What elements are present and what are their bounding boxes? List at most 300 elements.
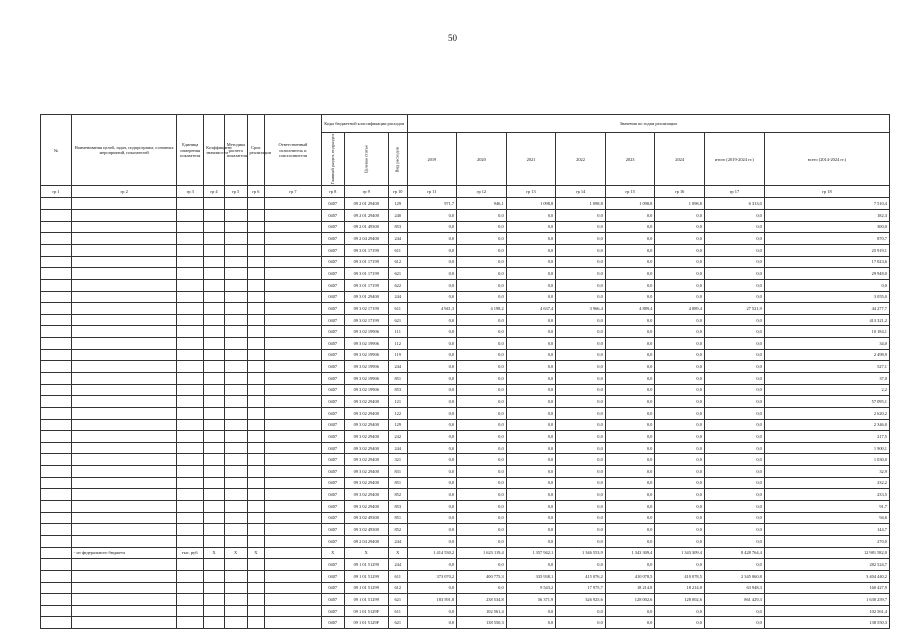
table-cell: 0,0 (605, 431, 655, 443)
table-cell: 2 345 060,8 (704, 570, 764, 582)
table-row (41, 279, 890, 291)
table-cell (41, 279, 72, 291)
table-cell: 831 (388, 466, 407, 478)
table-cell (247, 489, 265, 501)
table-cell: 0,0 (457, 431, 507, 443)
table-cell: 0407 (321, 570, 344, 582)
table-cell (177, 512, 204, 524)
table-cell: 611 (388, 570, 407, 582)
table-cell: 138 550,3 (457, 617, 507, 629)
table-cell: 0,0 (506, 512, 556, 524)
table-cell (265, 582, 322, 594)
table-cell: 232,2 (764, 477, 889, 489)
table-cell: 0,0 (457, 338, 507, 350)
table-cell: 1 343 309,4 (655, 547, 705, 559)
table-cell (247, 570, 265, 582)
table-cell (41, 582, 72, 594)
table-cell: 0,0 (655, 489, 705, 501)
header-total-2019-2024: итого (2019-2024 гг.) (704, 133, 764, 186)
table-cell: 0,0 (655, 605, 705, 617)
table-cell: 0,0 (407, 477, 457, 489)
column-number: гр 17 (704, 186, 764, 198)
table-cell: 0,0 (556, 338, 606, 350)
table-cell (247, 431, 265, 443)
table-row (41, 419, 890, 431)
table-cell: X (321, 547, 344, 559)
table-cell (265, 407, 322, 419)
table-cell: X (247, 547, 265, 559)
table-row (41, 407, 890, 419)
table-cell (177, 314, 204, 326)
table-cell (177, 454, 204, 466)
table-cell: 09 2 01 29400 (344, 210, 388, 222)
table-cell: 0,0 (556, 512, 606, 524)
table-cell: 12 981 582,0 (764, 547, 889, 559)
table-cell (247, 314, 265, 326)
table-cell: 0,0 (407, 326, 457, 338)
table-cell: 0407 (321, 594, 344, 606)
table-cell: 0,0 (506, 361, 556, 373)
table-cell: 0,0 (764, 279, 889, 291)
table-cell (204, 582, 225, 594)
header-name: Наименования целей, задач, подпрограмм, основных мероприятий, показателей (71, 115, 176, 186)
table-cell: 09 3 02 29400 (344, 501, 388, 513)
table-cell: 0,0 (457, 535, 507, 547)
table-cell (247, 407, 265, 419)
table-cell: 853 (388, 221, 407, 233)
table-cell: 0,0 (704, 617, 764, 629)
table-cell: 0,0 (655, 233, 705, 245)
table-cell (177, 372, 204, 384)
table-cell: 0407 (321, 279, 344, 291)
table-cell (224, 244, 247, 256)
table-row (41, 361, 890, 373)
table-cell: 853 (388, 501, 407, 513)
table-cell: 0,0 (556, 442, 606, 454)
table-cell (41, 559, 72, 571)
table-cell: 09 3 01 29400 (344, 291, 388, 303)
table-cell (204, 477, 225, 489)
table-cell (265, 256, 322, 268)
table-row (41, 256, 890, 268)
table-cell (177, 244, 204, 256)
table-cell: 0,0 (605, 466, 655, 478)
table-cell: 410 078,5 (605, 570, 655, 582)
table-cell (41, 419, 72, 431)
table-cell (204, 349, 225, 361)
column-number: гр 8 (321, 186, 344, 198)
table-cell: 0,0 (407, 524, 457, 536)
table-cell: 0,0 (655, 244, 705, 256)
header-year-2023: 2023 (605, 133, 655, 186)
table-cell: 0,0 (704, 314, 764, 326)
table-cell: 0,0 (556, 477, 606, 489)
header-responsible: Ответственный исполнитель и соисполнители (265, 115, 322, 186)
table-cell: 09 3 02 17199 (344, 303, 388, 315)
table-cell: 0,0 (506, 210, 556, 222)
table-cell: 56 371,9 (506, 594, 556, 606)
table-cell (177, 559, 204, 571)
table-cell: 0,0 (704, 244, 764, 256)
table-cell: 0,0 (655, 501, 705, 513)
table-cell (177, 396, 204, 408)
table-cell: X (344, 547, 388, 559)
table-cell: 57 095,1 (764, 396, 889, 408)
table-cell: 0,0 (704, 512, 764, 524)
table-row (41, 372, 890, 384)
table-cell: 09 3 02 29400 (344, 466, 388, 478)
table-cell: 0,0 (605, 489, 655, 501)
table-cell (204, 279, 225, 291)
table-cell: 0,0 (704, 384, 764, 396)
table-cell: 44 277,7 (764, 303, 889, 315)
table-cell: 129 (388, 198, 407, 210)
table-cell (224, 396, 247, 408)
table-cell: 128 002,6 (605, 594, 655, 606)
table-cell: 0,0 (506, 489, 556, 501)
table-cell (224, 535, 247, 547)
table-cell (265, 454, 322, 466)
table-cell (247, 501, 265, 513)
table-cell: 0,0 (407, 291, 457, 303)
table-cell (204, 326, 225, 338)
table-cell: 0,0 (506, 477, 556, 489)
table-cell: 0,0 (407, 489, 457, 501)
table-cell: 0,0 (556, 326, 606, 338)
table-cell: 0,0 (457, 384, 507, 396)
header-method: Методика расчета показателя (224, 115, 247, 186)
table-row (41, 489, 890, 501)
table-cell: 4 198,2 (457, 303, 507, 315)
header-year-2024: 2024 (655, 133, 705, 186)
table-cell: 0407 (321, 372, 344, 384)
table-cell: 0407 (321, 268, 344, 280)
column-number: гр 16 (655, 186, 705, 198)
table-cell: 0,0 (506, 396, 556, 408)
table-cell: 09 3 02 19906 (344, 349, 388, 361)
table-cell: 0,0 (457, 233, 507, 245)
table-cell: 0,0 (556, 466, 606, 478)
table-cell: 8 428 764,4 (704, 547, 764, 559)
table-cell: 2 346,0 (764, 419, 889, 431)
header-year-2019: 2019 (407, 133, 457, 186)
table-cell (204, 268, 225, 280)
table-cell: 0,0 (605, 210, 655, 222)
table-cell: 0,0 (704, 466, 764, 478)
table-cell (224, 349, 247, 361)
table-cell (41, 303, 72, 315)
table-cell: 0407 (321, 291, 344, 303)
table-cell (224, 326, 247, 338)
table-cell: 1 900,1 (764, 442, 889, 454)
table-cell: 0,0 (605, 256, 655, 268)
table-cell: 244 (388, 559, 407, 571)
table-cell (224, 489, 247, 501)
table-cell: 851 (388, 512, 407, 524)
table-cell (204, 396, 225, 408)
table-cell: 3 966,4 (556, 303, 606, 315)
table-cell: 1 343 309,4 (605, 547, 655, 559)
table-cell (265, 372, 322, 384)
header-unit: Единица измерения показателя (177, 115, 204, 186)
table-cell: 2,2 (764, 384, 889, 396)
table-cell: 0,0 (655, 524, 705, 536)
column-number: гр 3 (177, 186, 204, 198)
table-cell: 32,9 (764, 466, 889, 478)
table-cell: 0,0 (655, 559, 705, 571)
table-cell: 0,0 (704, 501, 764, 513)
table-cell: 0,0 (407, 407, 457, 419)
table-cell: 0407 (321, 256, 344, 268)
table-cell: 321 (388, 454, 407, 466)
table-cell (177, 279, 204, 291)
table-cell (224, 210, 247, 222)
table-cell: 0,0 (457, 512, 507, 524)
table-cell (71, 582, 176, 594)
table-cell: 0,0 (407, 454, 457, 466)
table-cell: 0,0 (704, 419, 764, 431)
table-cell (247, 594, 265, 606)
table-cell: 0,0 (457, 268, 507, 280)
table-cell (204, 244, 225, 256)
table-cell: 09 3 01 17199 (344, 279, 388, 291)
table-cell (224, 221, 247, 233)
table-cell: 0,0 (655, 512, 705, 524)
table-cell (265, 384, 322, 396)
table-cell: 17 023,6 (764, 256, 889, 268)
table-cell (41, 489, 72, 501)
table-cell (177, 582, 204, 594)
table-cell: 0,0 (556, 489, 606, 501)
table-cell (177, 210, 204, 222)
table-row (41, 501, 890, 513)
table-cell (247, 326, 265, 338)
table-cell: 0,0 (407, 442, 457, 454)
table-body (41, 198, 890, 629)
table-cell: 282 524,7 (764, 559, 889, 571)
table-cell: 0,0 (407, 617, 457, 629)
table-cell: 853 (388, 384, 407, 396)
table-cell: 4 637,4 (506, 303, 556, 315)
table-cell (265, 466, 322, 478)
table-cell (41, 268, 72, 280)
table-cell (265, 291, 322, 303)
table-cell: 0,0 (556, 314, 606, 326)
table-cell: 09 1 01 51299 (344, 594, 388, 606)
table-cell: 10 184,1 (764, 326, 889, 338)
table-row (41, 559, 890, 571)
table-cell: 4 889,4 (655, 303, 705, 315)
table-cell (224, 256, 247, 268)
table-cell (177, 326, 204, 338)
table-cell: 0,0 (605, 419, 655, 431)
table-cell: 09 3 02 29400 (344, 396, 388, 408)
table-cell: 0407 (321, 559, 344, 571)
table-cell: 0,0 (506, 419, 556, 431)
table-cell: - из федерального бюджета (71, 547, 176, 559)
table-cell (71, 256, 176, 268)
table-cell (71, 419, 176, 431)
table-cell (71, 605, 176, 617)
table-cell: 0,0 (655, 384, 705, 396)
table-cell: 0,0 (605, 338, 655, 350)
table-cell: 0,0 (556, 361, 606, 373)
table-cell (177, 594, 204, 606)
table-cell: 0,0 (506, 256, 556, 268)
table-cell: 9 543,2 (506, 582, 556, 594)
table-cell (71, 384, 176, 396)
column-number: гр 2 (71, 186, 176, 198)
table-cell: 971,7 (407, 198, 457, 210)
table-cell: 0,0 (506, 605, 556, 617)
table-cell (247, 605, 265, 617)
table-cell (224, 466, 247, 478)
table-cell (247, 419, 265, 431)
table-cell (71, 524, 176, 536)
table-cell (177, 442, 204, 454)
table-cell: 0,0 (605, 361, 655, 373)
table-cell (265, 338, 322, 350)
table-cell: 0,0 (457, 501, 507, 513)
table-cell: 0,0 (407, 233, 457, 245)
table-cell: 0,0 (457, 489, 507, 501)
table-cell (204, 314, 225, 326)
table-cell: 0,0 (605, 454, 655, 466)
table-cell: 09 1 01 51299 (344, 582, 388, 594)
table-cell (71, 396, 176, 408)
table-cell: 0,0 (506, 559, 556, 571)
header-total-2014-2024: всего (2014-2024 гг.) (764, 133, 889, 186)
table-cell (177, 466, 204, 478)
table-cell (71, 594, 176, 606)
table-cell: 1 098,8 (605, 198, 655, 210)
table-cell: 0,0 (704, 326, 764, 338)
table-cell: 0,0 (506, 617, 556, 629)
table-cell: 0,0 (605, 372, 655, 384)
table-cell (204, 419, 225, 431)
table-row (41, 466, 890, 478)
table-cell (204, 501, 225, 513)
table-cell: 0,0 (457, 256, 507, 268)
table-cell (247, 279, 265, 291)
table-cell (247, 303, 265, 315)
table-cell (265, 535, 322, 547)
header-year-2020: 2020 (457, 133, 507, 186)
table-cell (204, 221, 225, 233)
table-cell (204, 303, 225, 315)
table-cell: 144,7 (764, 524, 889, 536)
table-cell (247, 582, 265, 594)
table-row (41, 396, 890, 408)
table-cell: 0,0 (556, 524, 606, 536)
table-cell: 128 002,6 (655, 594, 705, 606)
table-cell: 0,0 (655, 442, 705, 454)
table-cell (224, 442, 247, 454)
table-cell: 122 (388, 407, 407, 419)
table-cell: 335 938,1 (506, 570, 556, 582)
table-cell: 0,0 (704, 559, 764, 571)
table-row (41, 535, 890, 547)
table-cell (71, 210, 176, 222)
table-cell: 0407 (321, 512, 344, 524)
table-cell: 300,0 (764, 221, 889, 233)
table-row (41, 210, 890, 222)
table-cell: 0,0 (605, 501, 655, 513)
table-cell (71, 221, 176, 233)
table-row (41, 617, 890, 629)
table-cell: 0,0 (605, 349, 655, 361)
table-cell: 0,0 (704, 233, 764, 245)
table-cell: 0,0 (605, 279, 655, 291)
table-cell: 09 3 02 19906 (344, 326, 388, 338)
table-cell: 0407 (321, 477, 344, 489)
table-cell (177, 524, 204, 536)
table-cell (41, 233, 72, 245)
table-cell: 0,0 (506, 431, 556, 443)
budget-table (40, 114, 890, 629)
table-cell (265, 617, 322, 629)
table-cell (224, 338, 247, 350)
table-cell (265, 303, 322, 315)
table-cell: 4 889,4 (605, 303, 655, 315)
table-cell (41, 372, 72, 384)
table-cell: 0,0 (704, 291, 764, 303)
table-cell: 0,0 (407, 535, 457, 547)
table-cell (224, 524, 247, 536)
table-cell: 0,0 (556, 233, 606, 245)
table-cell: 09 3 02 19906 (344, 384, 388, 396)
table-cell: 0407 (321, 338, 344, 350)
table-cell: 0407 (321, 349, 344, 361)
table-cell (265, 349, 322, 361)
table-cell (224, 617, 247, 629)
table-cell: 0,0 (605, 233, 655, 245)
table-cell: 0407 (321, 501, 344, 513)
table-cell: 09 3 02 29400 (344, 454, 388, 466)
table-cell: 0,0 (704, 221, 764, 233)
table-cell: 621 (388, 617, 407, 629)
table-cell (204, 291, 225, 303)
table-cell (41, 244, 72, 256)
table-cell: 0,0 (704, 442, 764, 454)
header-year-2022: 2022 (556, 133, 606, 186)
table-cell: 09 2 01 29400 (344, 198, 388, 210)
table-cell (224, 419, 247, 431)
table-cell: 0,0 (506, 244, 556, 256)
table-cell (204, 233, 225, 245)
table-cell (265, 268, 322, 280)
table-cell (204, 559, 225, 571)
table-cell: 09 3 02 49300 (344, 512, 388, 524)
table-cell (247, 268, 265, 280)
table-cell: 0,0 (655, 431, 705, 443)
table-cell: 373 070,2 (407, 570, 457, 582)
table-cell (177, 407, 204, 419)
table-cell: 0,0 (506, 501, 556, 513)
table-cell (41, 570, 72, 582)
table-cell (71, 268, 176, 280)
table-cell: 0,0 (605, 326, 655, 338)
table-cell: 27 521,9 (704, 303, 764, 315)
table-cell: 1 030,0 (764, 454, 889, 466)
table-cell: 94,6 (764, 512, 889, 524)
table-cell: 0,0 (407, 582, 457, 594)
table-row (41, 291, 890, 303)
table-cell (71, 617, 176, 629)
table-cell (71, 477, 176, 489)
table-cell (177, 617, 204, 629)
table-cell: 612 (388, 256, 407, 268)
